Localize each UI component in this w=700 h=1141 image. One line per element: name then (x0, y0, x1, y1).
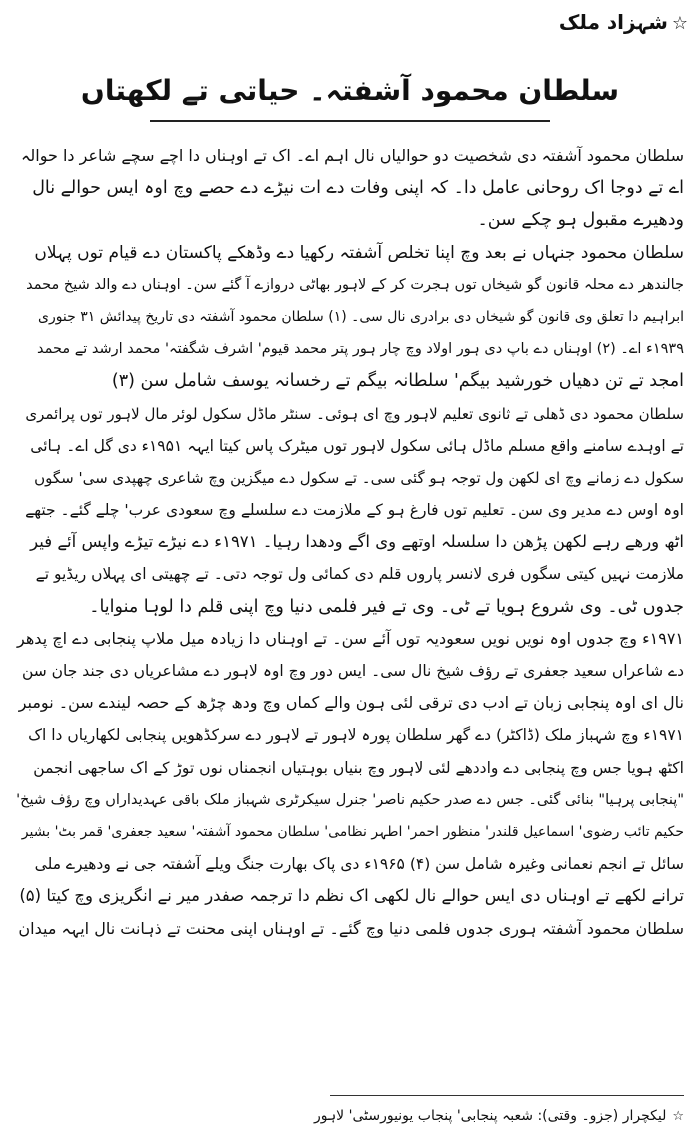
body-line: ۱۹۷۱ء وچ شہباز ملک (ڈاکٹر) دے گھر سلطان پورہ لاہور تے لاہور دے سرکڈھویں پنجابی لکھاریاں دا اک (28, 726, 684, 745)
body-line: نال ای اوہ پنجابی زبان تے ادب دی ترقی لئی ہون والے کماں وچ ودھ چڑھ کے حصہ لیندے سن۔ نومبر (18, 693, 684, 713)
body-line: جدوں ٹی۔ وی شروع ہویا تے ٹی۔ وی تے فیر فلمی دنیا وچ اپنی قلم دا لوہا منوایا۔ (89, 596, 684, 617)
body-line: "پنجابی پرہیا" بنائی گئی۔ جس دے صدر حکیم ناصر' جنرل سیکرٹری شہباز ملک باقی عہدیداراں وچ رؤف شیخ' (16, 791, 684, 808)
body-line: جالندھر دے محلہ قانون گو شیخاں توں ہجرت کر کے لاہور بھاٹی دروازے آ گئے سن۔ اوہناں دے والد شیخ محمد (26, 276, 684, 293)
body-line: تے اوہدے سامنے واقع مسلم ماڈل ہائی سکول لاہور توں میٹرک پاس کیتا ایہہ ۱۹۵۱ء دی گل اے۔ ہائی (30, 436, 684, 455)
body-line: ۱۹۳۹ء اے۔ (۲) اوہناں دے باپ دی ہور اولاد وچ چار ہور پتر محمد قیوم' اشرف شگفتہ' محمد ارشد تے محمد (36, 341, 684, 358)
body-line: دے شاعراں سعید جعفری تے رؤف شیخ نال سی۔ ایس دور وچ اوہ لاہور دے مشاعریاں دی جند جان سن (21, 662, 684, 680)
body-line: حکیم تائب رضوی' اسماعیل قلندر' منظور احمر' اطہر نظامی' سلطان محمود آشفتہ' سعید جعفری' قمر بٹ' بشیر (21, 823, 684, 840)
article-title: سلطان محمود آشفتہ۔ حیاتی تے لکھتاں (80, 74, 620, 107)
body-line: امجد تے تن دھیاں خورشید بیگم' سلطانہ بیگم تے رخسانہ یوسف شامل سن (۳) (111, 371, 684, 392)
article-body (16, 140, 684, 945)
body-line: سکول دے زمانے وچ ای لکھن ول توجہ ہو گئی سی۔ تے سکول دے میگزین وچ شاعری چھپدی سی' سگوں (34, 468, 684, 487)
body-line: سلطان محمود جنہاں نے بعد وچ اپنا تخلص آشفتہ رکھیا دے وڈھکے پاکستان دے قیام توں پہلاں (34, 242, 684, 263)
author-name: شہزاد ملک (558, 10, 668, 34)
body-line: سلطان محمود آشفتہ ہوری جدوں فلمی دنیا وچ گئے۔ تے اوہناں اپنی محنت تے ذہانت نال ایہہ میدان (18, 918, 684, 938)
footnote (314, 1108, 684, 1124)
body-line: سلطان محمود آشفتہ دی شخصیت دو حوالیاں نال اہم اے۔ اک تے اوہناں دا اچے سچے شاعر دا حوالہ (21, 146, 684, 165)
body-line: اوہ اوس دے مدیر وی سن۔ تعلیم توں فارغ ہو کے ملازمت دے سلسلے وچ سعودی عرب' چلے گئے۔ جتھے (25, 501, 684, 520)
footnote-divider (330, 1095, 684, 1096)
body-line: ابراہیم دا تعلق وی قانون گو شیخاں دی برادری نال سی۔ (۱) سلطان محمود آشفتہ دی تاریخ پیدائش ۳۱ جنوری (37, 308, 684, 325)
star-icon: ☆ (672, 1109, 684, 1124)
body-line: اکٹھ ہویا جس وچ پنجابی دے واددھے لئی لاہور وچ بنیاں بوہتیاں انجمناں نوں توڑ کے اک ساجھی انجمن (33, 758, 684, 777)
title-underline (150, 120, 550, 122)
body-line: ۱۹۷۱ء وچ جدوں اوہ نویں نویں سعودیہ توں آئے سن۔ تے اوہناں دا زیادہ میل ملاپ پنجابی دے اچ پدھر (17, 628, 684, 648)
body-line: سلطان محمود دی ڈھلی تے ثانوی تعلیم لاہور وچ ای ہوئی۔ سنٹر ماڈل سکول لوئر مال لاہور توں پرائمری (25, 404, 684, 423)
star-icon: ☆ (671, 13, 688, 34)
body-line: ملازمت نہیں کیتی سگوں فری لانسر پاروں قلم دی کمائی ول توجہ دتی۔ تے چھیتی ای پہلاں ریڈیو تے (35, 565, 684, 584)
body-line: ودھیرے مقبول ہو چکے سن۔ (477, 210, 684, 231)
body-line: سائل تے انجم نعمانی وغیرہ شامل سن (۴) ۱۹۶۵ء دی پاک بھارت جنگ ویلے آشفتہ جی نے ودھیرے ملی (34, 855, 684, 874)
body-line: اے تے دوجا اک روحانی عامل دا۔ کہ اپنی وفات دے ات نیڑے دے حصے وچ اوہ ایس حوالے نال (32, 178, 684, 199)
title-block (0, 66, 700, 126)
body-line: اٹھ ورھے رہے لکھن پڑھن دا سلسلہ اوتھے وی اگے ودھدا رہیا۔ ۱۹۷۱ء دے نیڑے تیڑے واپس آئے فیر (30, 532, 684, 552)
body-line: ترانے لکھے تے اوہناں دی ایس حوالے نال لکھی اک نظم دا ترجمہ صفدر میر نے انگریزی وچ کیتا (۵) (19, 886, 684, 906)
footnote-text: لیکچرار (جزو۔ وقتی): شعبہ پنجابی' پنجاب یونیورسٹی' لاہور (313, 1108, 667, 1124)
running-head (559, 10, 688, 34)
